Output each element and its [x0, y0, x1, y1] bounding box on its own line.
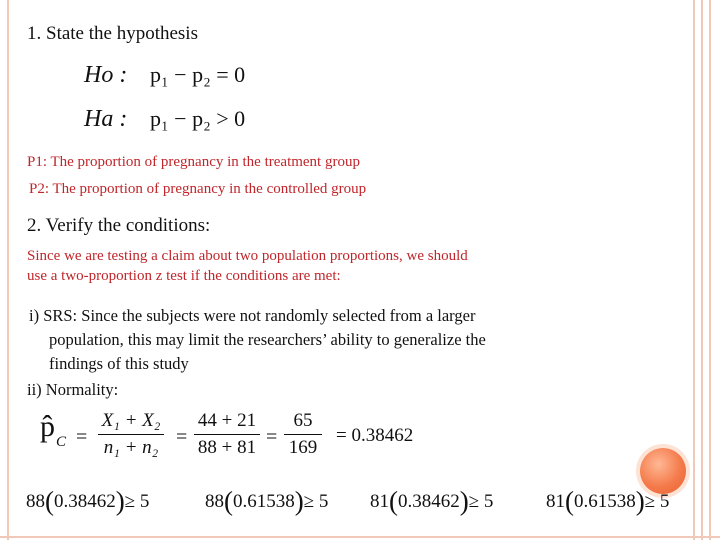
alt-hypothesis-expression: p₁ − p₂ > 0 — [150, 106, 246, 131]
null-hypothesis-label: Ho : — [84, 62, 128, 88]
fraction-numeric — [194, 410, 260, 459]
null-hypothesis-expression: p₁ − p₂ = 0 — [150, 62, 246, 87]
step2-heading: 2. Verify the conditions: — [27, 215, 211, 236]
equals-sign: = — [176, 426, 188, 448]
fraction-denominator: 169 — [288, 437, 318, 458]
proportion-value: 0.61538 — [233, 491, 295, 512]
alt-hypothesis-label: Ha : — [84, 106, 128, 132]
fraction-denominator: n₁ + n₂ — [103, 437, 159, 458]
srs-line2: population, this may limit the researchers’ ability to generalize the — [49, 330, 486, 349]
srs-line3: findings of this study — [49, 354, 189, 373]
fraction-bar — [284, 434, 322, 435]
fraction-simplified — [284, 410, 322, 459]
proportion-value: 0.61538 — [574, 491, 636, 512]
normality-check: 88(0.38462)≥ 5 — [26, 486, 150, 516]
srs-line1: i) SRS: Since the subjects were not randomly selected from a larger — [29, 306, 476, 325]
proportion-value: 0.38462 — [398, 491, 460, 512]
sample-size: 81 — [546, 491, 565, 512]
fraction-denominator: 88 + 81 — [197, 437, 257, 458]
frame-line-right — [701, 0, 703, 540]
sample-size: 88 — [205, 491, 224, 512]
p2-definition: P2: The proportion of pregnancy in the controlled group — [29, 181, 367, 197]
fraction-numerator: X₁ + X₂ — [101, 410, 161, 431]
frame-line-left — [7, 0, 9, 540]
frame-line-bottom — [0, 536, 720, 538]
pooled-proportion-result: = 0.38462 — [336, 425, 414, 446]
frame-line-right — [693, 0, 695, 540]
p-hat-glyph: p̂ — [40, 410, 55, 443]
p-hat-subscript: C — [56, 434, 67, 450]
normality-check: 88(0.61538)≥ 5 — [205, 486, 329, 516]
fraction-symbolic — [98, 410, 164, 459]
step1-heading: 1. State the hypothesis — [27, 23, 198, 44]
greater-equal: ≥ 5 — [644, 491, 670, 512]
proportion-value: 0.38462 — [54, 491, 116, 512]
normality-check: 81(0.61538)≥ 5 — [546, 486, 670, 516]
equals-sign: = — [76, 426, 88, 448]
fraction-bar — [194, 434, 260, 435]
normality-label: ii) Normality: — [27, 380, 119, 399]
conditions-intro-line1: Since we are testing a claim about two population proportions, we should — [27, 248, 468, 264]
equals-sign: = — [266, 426, 278, 448]
p1-definition: P1: The proportion of pregnancy in the treatment group — [27, 154, 360, 170]
fraction-numerator: 44 + 21 — [197, 410, 257, 431]
fraction-bar — [98, 434, 164, 435]
fraction-numerator: 65 — [293, 410, 313, 431]
normality-check: 81(0.38462)≥ 5 — [370, 486, 494, 516]
greater-equal: ≥ 5 — [303, 491, 329, 512]
greater-equal: ≥ 5 — [468, 491, 494, 512]
frame-line-right — [709, 0, 711, 540]
greater-equal: ≥ 5 — [124, 491, 150, 512]
p-hat-symbol — [40, 412, 55, 442]
conditions-intro-line2: use a two-proportion z test if the conditions are met: — [27, 268, 341, 284]
sample-size: 81 — [370, 491, 389, 512]
sample-size: 88 — [26, 491, 45, 512]
